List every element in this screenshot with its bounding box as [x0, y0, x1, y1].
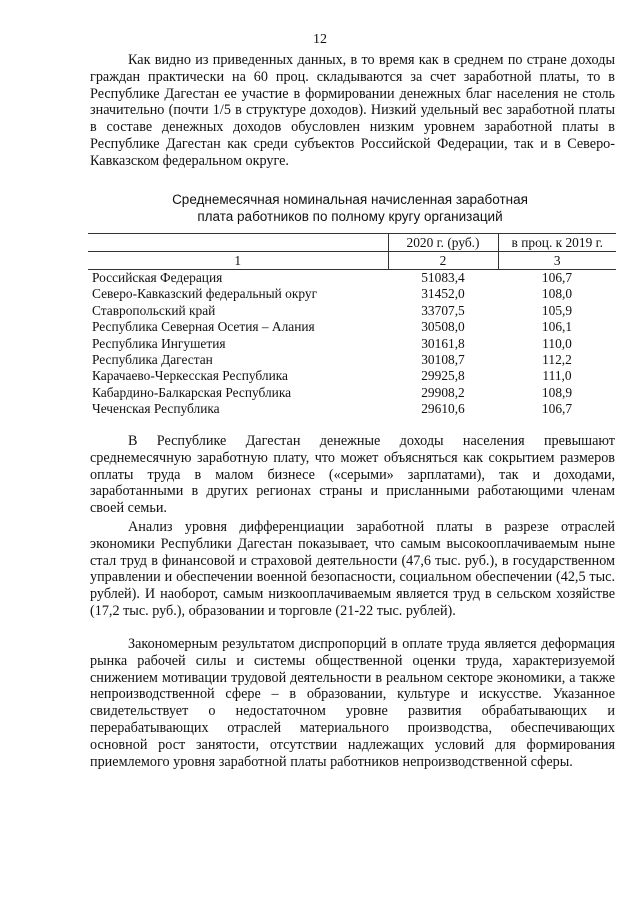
region-name: Республика Дагестан — [92, 352, 213, 368]
wage-pct: 106,1 — [541, 319, 573, 335]
wage-rub: 29925,8 — [421, 368, 465, 384]
table-title — [130, 191, 570, 225]
paragraph-income-structure: Как видно из приведенных данных, в то время как в среднем по стране доходы граждан практически на 60 проц. складываются за счет заработной платы, то в Республике Дагестан ее участие в формировании денежных благ населения не столь значительно (почти 1/5 в структуре доходов). Низкий удельный вес заработной платы в составе денежных доходов обусловлен низким уровнем заработной платы в Республике Дагестан как среди субъектов Российской Федерации, так и в Северо-Кавказском федеральном округе. — [90, 52, 615, 169]
column-number-2: 2 — [388, 252, 498, 270]
table-row — [88, 319, 616, 335]
wage-rub: 31452,0 — [421, 286, 465, 302]
wage-pct: 106,7 — [541, 401, 573, 417]
column-number-1: 1 — [88, 252, 388, 270]
table-row — [88, 368, 616, 384]
wage-rub: 30108,7 — [421, 352, 465, 368]
header-2020-rub: 2020 г. (руб.) — [388, 234, 498, 252]
table-row — [88, 352, 616, 368]
wage-pct: 108,9 — [541, 384, 573, 400]
paragraph-income-exceeds-wages: В Республике Дагестан денежные доходы населения превышают среднемесячную заработную плату, что может объясняться как сокрытием размеров оплаты труда в малом бизнесе («серыми» зарплатами), так и доходами, заработанными в других регионах страны и присланными работающими членам своей семьи. — [90, 433, 615, 517]
wage-rub: 51083,4 — [421, 270, 465, 285]
region-name: Чеченская Республика — [92, 401, 220, 417]
wage-rub: 33707,5 — [421, 302, 465, 318]
wage-rub: 30161,8 — [421, 335, 465, 351]
table-row — [88, 303, 616, 319]
region-name: Северо-Кавказский федеральный округ — [92, 286, 318, 302]
page-number: 12 — [313, 32, 327, 47]
wage-rub: 29908,2 — [421, 384, 465, 400]
wage-pct: 105,9 — [541, 302, 573, 318]
wage-rub: 29610,6 — [421, 401, 465, 417]
region-name: Республика Северная Осетия – Алания — [92, 319, 315, 335]
paragraph-sector-differentiation: Анализ уровня дифференциации заработной платы в разрезе отраслей экономики Республики Дагестан показывает, что самым высокооплачиваемым ныне стал труд в финансовой и страховой деятельности (47,6 тыс. руб.), в государственном управлении и обеспечении военной безопасности, социальном обеспечении (42,5 тыс. рублей). И наоборот, самым низкооплачиваемым является труд в сельском хозяйстве (17,2 тыс. руб.), образовании и торговле (21-22 тыс. рублей). — [90, 519, 615, 619]
wage-pct: 106,7 — [541, 270, 573, 285]
wage-pct: 112,2 — [542, 352, 572, 368]
region-name: Карачаево-Черкесская Республика — [92, 368, 288, 384]
table-row — [88, 286, 616, 302]
table-row — [88, 336, 616, 352]
paragraph-labor-market-deformation: Закономерным результатом диспропорций в оплате труда является деформация рынка рабочей силы и системы общественной оценки труда, характеризуемой снижением мотивации трудовой деятельности в реальном секторе экономики, а также непроизводственной сфере – в образовании, культуре и искусстве. Указанное свидетельствует о недостаточном уровне развития обрабатывающих и перерабатывающих отраслей материального производства, обеспечивающих основной рост занятости, отсутствии надлежащих условий для формирования приемлемого уровня заработной платы работников непроизводственной сферы. — [90, 636, 615, 770]
region-name: Российская Федерация — [92, 270, 223, 285]
table-title-line-1: Среднемесячная номинальная начисленная заработная — [172, 192, 528, 207]
table-column-numbers-row — [88, 252, 616, 270]
wage-pct: 111,0 — [542, 368, 572, 384]
wage-table — [88, 233, 616, 418]
region-name: Кабардино-Балкарская Республика — [92, 384, 292, 400]
table-row — [88, 270, 616, 287]
header-region — [88, 234, 388, 252]
wage-pct: 110,0 — [542, 335, 572, 351]
column-number-3: 3 — [498, 252, 616, 270]
table-title-line-2: плата работников по полному кругу организаций — [197, 209, 503, 224]
region-name: Ставропольский край — [92, 302, 216, 318]
wage-pct: 108,0 — [541, 286, 573, 302]
region-name: Республика Ингушетия — [92, 335, 226, 351]
wage-rub: 30508,0 — [421, 319, 465, 335]
table-header-row — [88, 234, 616, 252]
header-pct-2019: в проц. к 2019 г. — [498, 234, 616, 252]
table-row — [88, 401, 616, 417]
table-row — [88, 385, 616, 401]
